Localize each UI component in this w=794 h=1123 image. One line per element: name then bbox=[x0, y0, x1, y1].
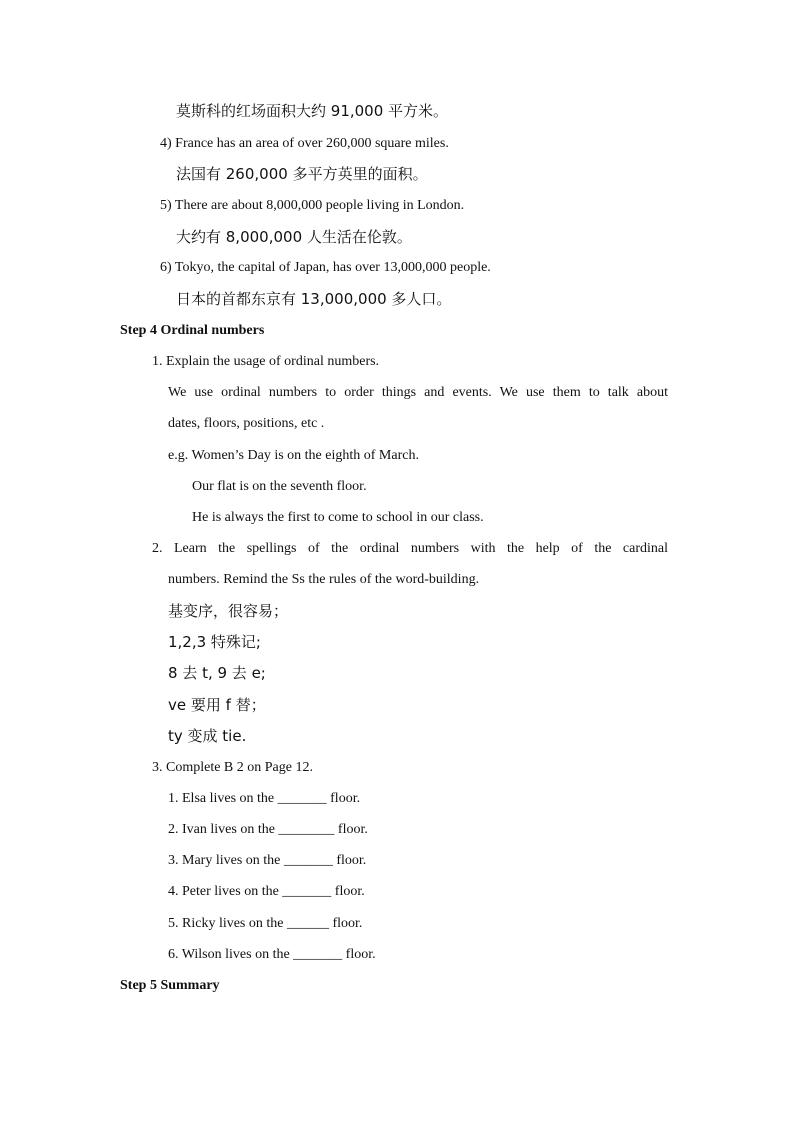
translation-line: 莫斯科的红场面积大约 91,000 平方米。 bbox=[176, 102, 449, 120]
step4-heading: Step 4 Ordinal numbers bbox=[120, 323, 265, 338]
exercise-line: 6. Wilson lives on the _______ floor. bbox=[168, 947, 376, 962]
exercise-line: 2. Ivan lives on the ________ floor. bbox=[168, 822, 368, 837]
translation-line: 法国有 260,000 多平方英里的面积。 bbox=[176, 165, 428, 183]
exercise-line: 3. Mary lives on the _______ floor. bbox=[168, 853, 367, 868]
translation-line: 日本的首都东京有 13,000,000 多人口。 bbox=[176, 290, 452, 308]
rule-line: 基变序，很容易； bbox=[168, 602, 289, 620]
exercise-line: 1. Elsa lives on the _______ floor. bbox=[168, 791, 361, 806]
sentence-line: 4) France has an area of over 260,000 square miles. bbox=[160, 136, 449, 151]
rule-line: ty 变成 tie. bbox=[168, 727, 247, 745]
exercise-line: 5. Ricky lives on the ______ floor. bbox=[168, 916, 363, 931]
rule-line: 1,2,3 特殊记; bbox=[168, 633, 261, 651]
item1-line: We use ordinal numbers to order things and events. We use them to talk about bbox=[168, 385, 668, 400]
rule-line: ve 要用 f 替； bbox=[168, 696, 266, 714]
item2-line: numbers. Remind the Ss the rules of the word-building. bbox=[168, 572, 480, 587]
sentence-line: 5) There are about 8,000,000 people living in London. bbox=[160, 198, 465, 213]
sentence-line: 6) Tokyo, the capital of Japan, has over 13,000,000 people. bbox=[160, 260, 491, 275]
exercise-line: 4. Peter lives on the _______ floor. bbox=[168, 884, 365, 899]
step5-heading: Step 5 Summary bbox=[120, 978, 220, 993]
example-line: Our flat is on the seventh floor. bbox=[192, 479, 367, 494]
item2-title: 2. Learn the spellings of the ordinal numbers with the help of the cardinal bbox=[152, 541, 668, 556]
item1-title: 1. Explain the usage of ordinal numbers. bbox=[152, 354, 380, 369]
example-line: He is always the first to come to school in our class. bbox=[192, 510, 484, 525]
item1-line: dates, floors, positions, etc . bbox=[168, 416, 325, 431]
translation-line: 大约有 8,000,000 人生活在伦敦。 bbox=[176, 228, 412, 246]
rule-line: 8 去 t, 9 去 e; bbox=[168, 664, 266, 682]
item3-title: 3. Complete B 2 on Page 12. bbox=[152, 760, 313, 775]
example-line: e.g. Women’s Day is on the eighth of March. bbox=[168, 448, 419, 463]
